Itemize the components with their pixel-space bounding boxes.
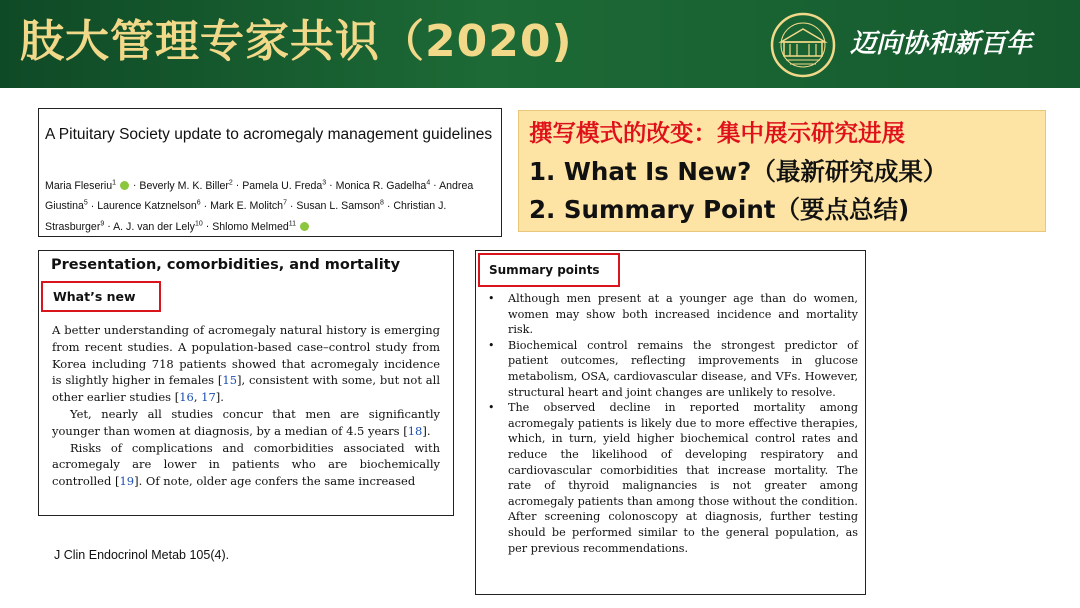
whats-new-excerpt <box>38 250 454 516</box>
whats-new-callout <box>41 281 161 312</box>
highlight-point-2: 2. Summary Point（要点总结) <box>529 195 910 224</box>
highlight-box <box>518 110 1046 232</box>
section-heading: Presentation, comorbidities, and mortality <box>51 257 401 273</box>
summary-point: • Although men present at a younger age than do women, women may show both increased incidence and mortality risk. <box>486 291 858 338</box>
author-name: Shlomo Melmed$^{11}$ <box>212 221 310 233</box>
whats-new-title: What’s new <box>53 289 136 304</box>
body-paragraph: A better understanding of acromegaly natural history is emerging from recent studies. A population-based case–control study from Korea including 718 patients showed that acromegaly incidence is slightly higher in females [15], consistent with some, but not all other earlier studies [16, 17]. <box>52 323 440 405</box>
summary-point: • The observed decline in reported mortality among acromegaly patients is likely due to more effective therapies, which, in turn, yield higher biochemical control rates and reduce the likelihood of developing respiratory and cardiovascular comorbidities that increase mortality. The rate of thyroid malignancies is not greater among acromegaly patients than among those without the condition. After screening colonoscopy at diagnosis, further testing should be performed similar to the general population, as per previous recommendations. <box>486 400 858 556</box>
summary-points-title: Summary points <box>489 263 600 277</box>
whats-new-body <box>52 322 440 490</box>
slide-title: 肢大管理专家共识（2020) <box>20 16 573 67</box>
body-paragraph: Yet, nearly all studies concur that men are significantly younger than women at diagnosis, by a median of 4.5 years [18]. <box>52 406 440 438</box>
body-paragraph: Risks of complications and comorbidities associated with acromegaly are lower in patients who are biochemically controlled [19]. Of note, older age confers the same increased <box>52 440 440 489</box>
summary-list <box>486 291 858 556</box>
author-list: Maria Fleseriu$^1$ · Beverly M. K. Biller$^2$ · Pamela U. Freda$^3$ · Monica R. Gadelha$^4$ · Andrea Giustina$^5$ · Laurence Katznelson$^6$ · Mark E. Molitch$^7$ · Susan L. Samson$^8$ · Christian J. Strasburger$^9$ · A. J. van der Lely$^{10}$ · Shlomo Melmed$^{11}$ <box>45 179 474 233</box>
author-name: Maria Fleseriu$^1$ <box>45 180 130 192</box>
author-name: Christian J. Strasburger$^9$ <box>45 200 447 233</box>
header-banner <box>0 0 1080 88</box>
orcid-icon[interactable] <box>120 181 129 190</box>
orcid-icon[interactable] <box>300 222 309 231</box>
journal-citation: J Clin Endocrinol Metab 105(4). <box>54 548 230 562</box>
author-name: Pamela U. Freda$^3$ <box>242 179 327 192</box>
reference-link[interactable]: 18 <box>407 423 423 438</box>
author-name: Andrea Giustina$^5$ <box>45 179 474 213</box>
summary-points-callout <box>478 253 620 287</box>
reference-link[interactable]: 19 <box>119 474 135 489</box>
author-name: Mark E. Molitch$^7$ <box>210 199 287 213</box>
article-header <box>38 108 502 237</box>
summary-point: • Biochemical control remains the strongest predictor of patient outcomes, reflecting improvements in glucose metabolism, OSA, cardiovascular disease, and VFs. However, structural heart and joint changes are unlikely to resolve. <box>486 338 858 400</box>
reference-link[interactable]: 17 <box>201 390 216 405</box>
highlight-heading: 撰写模式的改变：集中展示研究进展 <box>529 119 905 147</box>
author-name: Beverly M. K. Biller$^2$ <box>139 179 233 192</box>
author-name: A. J. van der Lely$^{10}$ <box>113 220 203 233</box>
hospital-emblem-icon <box>768 12 838 78</box>
article-title: A Pituitary Society update to acromegaly management guidelines <box>45 126 493 143</box>
author-name: Monica R. Gadelha$^4$ <box>335 179 431 192</box>
highlight-point-1: 1. What Is New?（最新研究成果） <box>529 157 948 186</box>
reference-link[interactable]: 15 <box>222 373 238 388</box>
summary-points-excerpt <box>475 250 866 595</box>
slogan: 迈向协和新百年 <box>850 29 1033 59</box>
author-name: Susan L. Samson$^8$ <box>296 199 384 213</box>
reference-link[interactable]: 16 <box>179 390 194 405</box>
author-name: Laurence Katznelson$^6$ <box>97 199 201 213</box>
